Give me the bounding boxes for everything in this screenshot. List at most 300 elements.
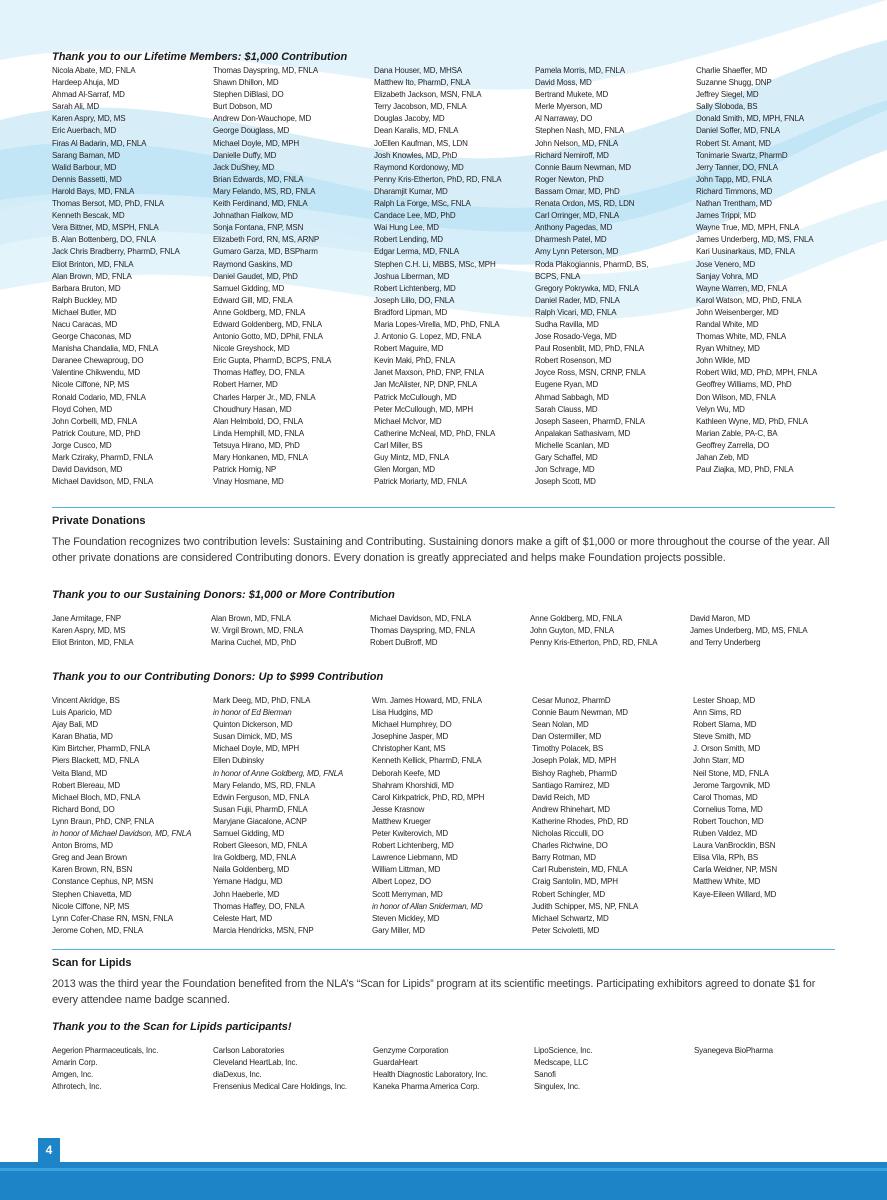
lifetime-member-name: Robert Lichtenberg, MD: [374, 283, 456, 293]
footer-stripe: [0, 1168, 887, 1171]
lifetime-member-name: Eric Gupta, PharmD, BCPS, FNLA: [213, 356, 332, 366]
lifetime-member-name: Douglas Jacoby, MD: [374, 114, 445, 124]
lifetime-member-name: Jose Venero, MD: [696, 259, 756, 269]
lifetime-member-name: Renata Ordon, MS, RD, LDN: [535, 199, 635, 209]
contributing-donor-name: Robert Touchon, MD: [693, 816, 764, 826]
lifetime-member-name: Bradford Lipman, MD: [374, 307, 448, 317]
lifetime-members-heading: Thank you to our Lifetime Members: $1,000 Contribution: [52, 51, 348, 63]
lifetime-member-name: Ralph Buckley, MD: [52, 295, 117, 305]
lifetime-member-name: Robert Maguire, MD: [374, 344, 444, 354]
lifetime-member-name: Joseph Scott, MD: [535, 477, 596, 487]
lifetime-member-name: Richard Timmons, MD: [696, 186, 773, 196]
lifetime-member-column: [52, 65, 213, 488]
lifetime-member-name: BCPS, FNLA: [535, 271, 581, 281]
lifetime-member-name: Jack DuShey, MD: [213, 162, 275, 172]
lifetime-member-name: Charles Harper Jr., MD, FNLA: [213, 392, 316, 402]
participant-name: Kaneka Pharma America Corp.: [373, 1082, 480, 1092]
sustaining-donor-column: [211, 613, 370, 649]
sustaining-donor-name: Marina Cuchel, MD, PhD: [211, 638, 297, 648]
lifetime-member-name: Sally Sloboda, BS: [696, 102, 758, 112]
lifetime-member-name: David Davidson, MD: [52, 465, 123, 475]
contributing-donor-name: Veita Bland, MD: [52, 768, 108, 778]
participant-column: [373, 1045, 534, 1093]
lifetime-member-name: George Douglass, MD: [213, 126, 290, 136]
sustaining-donors-section: [52, 589, 842, 649]
lifetime-member-name: Josh Knowles, MD, PhD: [374, 150, 458, 160]
lifetime-member-name: Dennis Bassetti, MD: [52, 174, 122, 184]
lifetime-member-name: Daniel Rader, MD, FNLA: [535, 295, 620, 305]
lifetime-member-name: Edward Goldenberg, MD, FNLA: [213, 319, 322, 329]
lifetime-member-name: Elizabeth Jackson, MSN, FNLA: [374, 90, 482, 100]
participant-name: Genzyme Corporation: [373, 1046, 449, 1055]
lifetime-member-name: Nicola Abate, MD, FNLA: [52, 66, 136, 75]
contributing-donor-name: Ruben Valdez, MD: [693, 829, 758, 839]
lifetime-member-name: Gregory Pokrywka, MD, FNLA: [535, 283, 639, 293]
scan-for-lipids-section: [52, 957, 842, 1008]
lifetime-member-column: [213, 65, 374, 488]
contributing-donor-name: Kaye-Eileen Willard, MD: [693, 889, 777, 899]
contributing-donor-name: Celeste Hart, MD: [213, 913, 272, 923]
lifetime-member-name: Paul Ziajka, MD, PhD, FNLA: [696, 465, 794, 475]
lifetime-member-name: Robert St. Amant, MD: [696, 138, 771, 148]
contributing-donor-name: Connie Baum Newman, MD: [532, 708, 628, 718]
contributing-donor-name: Wm. James Howard, MD, FNLA: [372, 696, 482, 705]
contributing-donor-name: Greg and Jean Brown: [52, 853, 127, 863]
contributing-donor-name: J. Orson Smith, MD: [693, 744, 761, 754]
sustaining-donor-name: Alan Brown, MD, FNLA: [211, 614, 291, 623]
lifetime-member-name: Merle Myerson, MD: [535, 102, 603, 112]
lifetime-member-name: Sarang Baman, MD: [52, 150, 120, 160]
lifetime-member-name: Jan McAlister, NP, DNP, FNLA: [374, 380, 478, 390]
sustaining-donor-name: John Guyton, MD, FNLA: [530, 626, 614, 636]
sustaining-donor-name: and Terry Underberg: [690, 638, 761, 648]
contributing-donor-name: Josephine Jasper, MD: [372, 732, 449, 742]
contributing-donor-name: Jesse Krasnow: [372, 804, 425, 814]
lifetime-member-name: Burt Dobson, MD: [213, 102, 273, 112]
contributing-donor-name: Judith Schipper, MS, NP, FNLA: [532, 901, 639, 911]
lifetime-member-name: Guy Mintz, MD, FNLA: [374, 453, 449, 462]
contributing-donor-name: Jerome Cohen, MD, FNLA: [52, 925, 143, 935]
lifetime-member-name: Randal White, MD: [696, 319, 759, 329]
lifetime-member-name: Keith Ferdinand, MD, FNLA: [213, 199, 308, 209]
lifetime-member-name: Andrew Don-Wauchope, MD: [213, 114, 312, 124]
contributing-donor-name: Gary Miller, MD: [372, 925, 425, 935]
contributing-donor-name: Steven Mickley, MD: [372, 913, 440, 923]
contributing-donor-name: Lawrence Liebmann, MD: [372, 853, 458, 863]
contributing-donor-name: Lester Shoap, MD: [693, 696, 756, 705]
participant-name: diaDexus, Inc.: [213, 1070, 262, 1080]
participant-name: GuardaHeart: [373, 1058, 418, 1068]
contributing-donor-name: in honor of Anne Goldberg, MD, FNLA: [213, 768, 344, 778]
lifetime-member-name: Vera Bittner, MD, MSPH, FNLA: [52, 223, 159, 233]
lifetime-member-name: Joshua Liberman, MD: [374, 271, 450, 281]
lifetime-member-name: Thomas Dayspring, MD, FNLA: [213, 66, 319, 75]
lifetime-member-name: Harold Bays, MD, FNLA: [52, 186, 135, 196]
contributing-donor-column: [213, 695, 372, 937]
contributing-donor-name: John Starr, MD: [693, 756, 745, 766]
participant-name: Medscape, LLC: [534, 1058, 589, 1068]
lifetime-member-name: Peter McCullough, MD, MPH: [374, 404, 473, 414]
participant-name: Syanegeva BioPharma: [694, 1046, 773, 1055]
contributing-donor-column: [532, 695, 693, 937]
contributing-donor-name: Luis Aparicio, MD: [52, 708, 112, 718]
lifetime-member-name: Nathan Trentham, MD: [696, 199, 772, 209]
lifetime-member-name: Jack Chris Bradberry, PharmD, FNLA: [52, 247, 180, 257]
contributing-donor-name: Robert Lichtenberg, MD: [372, 841, 454, 851]
participant-name: Singulex, Inc.: [534, 1082, 580, 1092]
contributing-donor-name: Mary Felando, MS, RD, FNLA: [213, 780, 316, 790]
lifetime-member-name: Maria Lopes-Virella, MD, PhD, FNLA: [374, 319, 500, 329]
private-donations-text: The Foundation recognizes two contribution levels: Sustaining and Contributing. Sustaining donors make a gift of $1,000 or more throughout the course of the year. All other private donations are considered Contributing donors. Every donation is greatly appreciated and helps make Foundation projects possible.: [52, 536, 830, 564]
sustaining-donor-name: Jane Armitage, FNP: [52, 614, 121, 623]
contributing-donor-name: Carla Weidner, NP, MSN: [693, 865, 777, 875]
contributing-donor-name: Robert Schingler, MD: [532, 889, 606, 899]
lifetime-member-name: Raymond Kordonowy, MD: [374, 162, 464, 172]
lifetime-member-name: George Chaconas, MD: [52, 332, 131, 342]
lifetime-member-name: Jose Rosado-Vega, MD: [535, 332, 617, 342]
contributing-donor-name: Carol Kirkpatrick, PhD, RD, MPH: [372, 792, 485, 802]
participant-column: [213, 1045, 373, 1093]
contributing-donor-name: Michael Schwartz, MD: [532, 913, 609, 923]
contributing-donor-name: Laura VanBrocklin, BSN: [693, 841, 776, 851]
lifetime-member-name: James Trippi, MD: [696, 211, 756, 221]
lifetime-member-name: Eliot Brinton, MD, FNLA: [52, 259, 134, 269]
participant-column: [694, 1045, 842, 1093]
lifetime-member-name: Connie Baum Newman, MD: [535, 162, 631, 172]
sustaining-donors-list: [52, 613, 842, 649]
lifetime-member-name: Raymond Gaskins, MD: [213, 259, 293, 269]
participant-column: [534, 1045, 694, 1093]
lifetime-member-name: Choudhury Hasan, MD: [213, 404, 292, 414]
lifetime-member-name: Barbara Bruton, MD: [52, 283, 121, 293]
contributing-donor-name: Shahram Khorshidi, MD: [372, 780, 454, 790]
lifetime-members-section: [52, 51, 842, 488]
lifetime-member-name: Anthony Pagedas, MD: [535, 223, 613, 233]
lifetime-member-name: Kari Uusinarkaus, MD, FNLA: [696, 247, 795, 257]
participant-name: Health Diagnostic Laboratory, Inc.: [373, 1070, 488, 1080]
contributing-donor-name: Craig Santolin, MD, MPH: [532, 877, 618, 887]
lifetime-member-name: Velyn Wu, MD: [696, 404, 745, 414]
lifetime-member-name: Valentine Chikwendu, MD: [52, 368, 141, 378]
contributing-donor-name: Susan Dimick, MD, MS: [213, 732, 293, 742]
contributing-donor-name: Lynn Cofer-Chase RN, MSN, FNLA: [52, 913, 174, 923]
contributing-donor-name: Yemane Hadgu, MD: [213, 877, 283, 887]
contributing-donor-name: Carl Rubenstein, MD, FNLA: [532, 865, 628, 875]
contributing-donor-name: Ellen Dubinsky: [213, 756, 264, 766]
contributing-donor-name: Susan Fujii, PharmD, FNLA: [213, 804, 308, 814]
lifetime-member-name: Michelle Scanlan, MD: [535, 440, 610, 450]
contributing-donor-name: Matthew White, MD: [693, 877, 761, 887]
lifetime-member-name: John Tapp, MD, FNLA: [696, 174, 772, 184]
lifetime-member-name: J. Antonio G. Lopez, MD, FNLA: [374, 332, 482, 342]
lifetime-member-name: Robert Wild, MD, PhD, MPH, FNLA: [696, 368, 818, 378]
contributing-donor-name: Elisa Vila, RPh, BS: [693, 853, 759, 863]
lifetime-member-name: Firas Al Badarin, MD, FNLA: [52, 138, 147, 148]
sustaining-donor-name: David Maron, MD: [690, 614, 750, 623]
participant-name: Carlson Laboratories: [213, 1046, 285, 1055]
scan-participants-heading: Thank you to the Scan for Lipids participants!: [52, 1021, 292, 1033]
lifetime-member-name: Karol Watson, MD, PhD, FNLA: [696, 295, 802, 305]
lifetime-member-name: Michael McIvor, MD: [374, 416, 442, 426]
lifetime-member-name: Jeffrey Siegel, MD: [696, 90, 759, 100]
lifetime-member-name: John Weisenberger, MD: [696, 307, 779, 317]
lifetime-member-name: Manisha Chandalia, MD, FNLA: [52, 344, 159, 354]
contributing-donor-name: Karen Brown, RN, BSN: [52, 865, 133, 875]
lifetime-member-name: Ahmad Al-Sarraf, MD: [52, 90, 125, 100]
lifetime-member-name: Bertrand Mukete, MD: [535, 90, 609, 100]
lifetime-member-name: Mark Cziraky, PharmD, FNLA: [52, 453, 153, 462]
lifetime-member-name: Edgar Lerma, MD, FNLA: [374, 247, 459, 257]
contributing-donor-name: Richard Bond, DO: [52, 804, 115, 814]
lifetime-member-name: Robert Lending, MD: [374, 235, 443, 245]
lifetime-member-name: Carl Orringer, MD, FNLA: [535, 211, 620, 221]
lifetime-member-name: Anne Goldberg, MD, FNLA: [213, 307, 306, 317]
lifetime-member-name: Ryan Whitney, MD: [696, 344, 760, 354]
contributing-donor-name: Robert Blereau, MD: [52, 780, 120, 790]
sustaining-donor-name: James Underberg, MD, MS, FNLA: [690, 626, 808, 636]
lifetime-member-name: B. Alan Bottenberg, DO, FNLA: [52, 235, 156, 245]
lifetime-member-name: Amy Lynn Peterson, MD: [535, 247, 619, 257]
lifetime-member-name: Brian Edwards, MD, FNLA: [213, 174, 304, 184]
lifetime-member-name: Richard Nemiroff, MD: [535, 150, 609, 160]
contributing-donor-name: Steve Smith, MD: [693, 732, 751, 742]
participant-name: Amgen, Inc.: [52, 1070, 94, 1080]
scan-for-lipids-heading: Scan for Lipids: [52, 957, 132, 969]
sustaining-donor-name: Eliot Brinton, MD, FNLA: [52, 638, 134, 648]
participant-name: Sanofi: [534, 1070, 556, 1080]
lifetime-member-name: Sanjay Vohra, MD: [696, 271, 759, 281]
lifetime-member-name: Pamela Morris, MD, FNLA: [535, 66, 625, 75]
contributing-donor-name: Joseph Polak, MD, MPH: [532, 756, 616, 766]
contributing-donor-name: Christopher Kant, MS: [372, 744, 446, 754]
lifetime-member-name: Joyce Ross, MSN, CRNP, FNLA: [535, 368, 646, 378]
contributing-donor-name: Timothy Polacek, BS: [532, 744, 604, 754]
lifetime-member-name: Nicole Greyshock, MD: [213, 344, 290, 354]
lifetime-member-name: Anpalakan Sathasivam, MD: [535, 428, 631, 438]
contributing-donor-name: Edwin Ferguson, MD, FNLA: [213, 792, 309, 802]
contributing-donor-name: Robert Gleeson, MD, FNLA: [213, 841, 308, 851]
lifetime-member-name: Wayne Warren, MD, FNLA: [696, 283, 788, 293]
contributing-donor-name: Nicole Ciffone, NP, MS: [52, 901, 130, 911]
contributing-donor-name: in honor of Allan Sniderman, MD: [372, 901, 483, 911]
lifetime-member-name: Linda Hemphill, MD, FNLA: [213, 428, 305, 438]
lifetime-member-name: Penny Kris-Etherton, PhD, RD, FNLA: [374, 174, 502, 184]
contributing-donor-name: Marcia Hendricks, MSN, FNP: [213, 925, 314, 935]
contributing-donor-name: Vincent Akridge, BS: [52, 696, 120, 705]
sustaining-donor-name: Thomas Dayspring, MD, FNLA: [370, 626, 476, 636]
lifetime-member-name: Karen Aspry, MD, MS: [52, 114, 126, 124]
participant-name: Amarin Corp.: [52, 1058, 98, 1068]
lifetime-member-name: Thomas Bersot, MD, PhD, FNLA: [52, 199, 164, 209]
lifetime-member-name: Ralph La Forge, MSc, FNLA: [374, 199, 471, 209]
lifetime-member-name: Jahan Zeb, MD: [696, 453, 749, 462]
lifetime-member-name: Thomas Haffey, DO, FNLA: [213, 368, 305, 378]
lifetime-member-name: Candace Lee, MD, PhD: [374, 211, 456, 221]
page-number: 4: [38, 1138, 60, 1162]
contributing-donor-name: in honor of Michael Davidson, MD, FNLA: [52, 829, 192, 839]
lifetime-member-name: Kenneth Bescak, MD: [52, 211, 125, 221]
lifetime-member-name: Joseph Lillo, DO, FNLA: [374, 295, 455, 305]
lifetime-member-name: Michael Doyle, MD, MPH: [213, 138, 300, 148]
contributing-donor-name: Charles Richwine, DO: [532, 841, 608, 851]
lifetime-member-name: Daniel Soffer, MD, FNLA: [696, 126, 780, 136]
scan-participants-section: [52, 1021, 842, 1093]
scan-participants-list: [52, 1045, 842, 1093]
sustaining-donor-name: Robert DuBroff, MD: [370, 638, 438, 648]
lifetime-member-name: Samuel Gidding, MD: [213, 283, 285, 293]
lifetime-member-name: Catherine McNeal, MD, PhD, FNLA: [374, 428, 496, 438]
lifetime-member-name: Edward Gill, MD, FNLA: [213, 295, 293, 305]
contributing-donor-name: Santiago Ramirez, MD: [532, 780, 610, 790]
contributing-donor-name: Albert Lopez, DO: [372, 877, 431, 887]
participant-name: Aegerion Pharmaceuticals, Inc.: [52, 1046, 159, 1055]
contributing-donor-name: Samuel Gidding, MD: [213, 829, 285, 839]
lifetime-member-name: Daniel Gaudet, MD, PhD: [213, 271, 298, 281]
contributing-donor-name: Robert Slama, MD: [693, 720, 757, 730]
sustaining-donor-column: [690, 613, 840, 649]
lifetime-member-name: Shawn Dhillon, MD: [213, 78, 279, 88]
lifetime-member-name: Robert Harner, MD: [213, 380, 278, 390]
contributing-donor-name: Cornelius Toma, MD: [693, 804, 763, 814]
contributing-donor-name: Naila Goldenberg, MD: [213, 865, 290, 875]
lifetime-member-name: Wai Hung Lee, MD: [374, 223, 439, 233]
lifetime-member-name: Dharmesh Patel, MD: [535, 235, 607, 245]
lifetime-member-name: Don Wilson, MD, FNLA: [696, 392, 776, 402]
private-donations-section: [52, 515, 842, 566]
scan-for-lipids-text: 2013 was the third year the Foundation benefited from the NLA’s “Scan for Lipids” program at its scientific meetings. Participating exhibitors agreed to donate $1 for every attendee name badge scanned.: [52, 978, 816, 1006]
lifetime-member-name: Glen Morgan, MD: [374, 465, 435, 475]
contributing-donor-name: Scott Merryman, MD: [372, 889, 443, 899]
contributing-donor-name: in honor of Ed Bierman: [213, 708, 292, 718]
lifetime-member-name: Sarah Ali, MD: [52, 102, 99, 112]
lifetime-member-name: Sudha Ravilla, MD: [535, 319, 599, 329]
contributing-donor-name: David Reich, MD: [532, 792, 590, 802]
lifetime-member-name: Hardeep Ahuja, MD: [52, 78, 120, 88]
lifetime-member-name: Matthew Ito, PharmD, FNLA: [374, 78, 471, 88]
lifetime-member-name: Geoffrey Zarrella, DO: [696, 440, 770, 450]
lifetime-member-name: Mary Honkanen, MD, FNLA: [213, 453, 308, 462]
lifetime-member-name: James Underberg, MD, MS, FNLA: [696, 235, 814, 245]
lifetime-member-name: JoEllen Kaufman, MS, LDN: [374, 138, 468, 148]
contributing-donor-name: John Haeberle, MD: [213, 889, 280, 899]
sustaining-donor-name: Anne Goldberg, MD, FNLA: [530, 614, 623, 623]
lifetime-member-name: Stephen DiBlasi, DO: [213, 90, 284, 100]
contributing-donor-name: Carol Thomas, MD: [693, 792, 758, 802]
contributing-donor-name: Quinton Dickerson, MD: [213, 720, 293, 730]
contributing-donor-name: Michael Doyle, MD, MPH: [213, 744, 300, 754]
contributing-donor-name: Ann Sims, RD: [693, 708, 742, 718]
contributing-donor-name: Deborah Keefe, MD: [372, 768, 441, 778]
contributing-donor-name: Peter Kwiterovich, MD: [372, 829, 448, 839]
lifetime-member-name: Eugene Ryan, MD: [535, 380, 599, 390]
lifetime-member-name: Thomas White, MD, FNLA: [696, 332, 787, 342]
contributing-donor-name: Matthew Krueger: [372, 816, 431, 826]
contributing-donor-name: Jerome Targovnik, MD: [693, 780, 770, 790]
lifetime-member-name: David Moss, MD: [535, 78, 592, 88]
lifetime-member-name: Alan Brown, MD, FNLA: [52, 271, 132, 281]
lifetime-member-name: Antonio Gotto, MD, DPhil, FNLA: [213, 332, 323, 342]
lifetime-member-name: Dharamjit Kumar, MD: [374, 186, 448, 196]
section-divider: [52, 507, 835, 508]
participant-name: LipoScience, Inc.: [534, 1046, 593, 1055]
lifetime-member-name: John Corbelli, MD, FNLA: [52, 416, 138, 426]
lifetime-member-name: Walid Barbour, MD: [52, 162, 117, 172]
contributing-donor-name: Karan Bhatia, MD: [52, 732, 113, 742]
contributing-donor-name: Stephen Chiavetta, MD: [52, 889, 132, 899]
lifetime-member-name: Michael Davidson, MD, FNLA: [52, 477, 154, 487]
lifetime-member-name: Nicole Ciffone, NP, MS: [52, 380, 130, 390]
lifetime-member-name: Stephen Nash, MD, FNLA: [535, 126, 625, 136]
contributing-donor-name: Dan Ostermiller, MD: [532, 732, 602, 742]
lifetime-member-name: Michael Butler, MD: [52, 307, 117, 317]
contributing-donor-name: Michael Humphrey, DO: [372, 720, 452, 730]
lifetime-member-name: Roda Plakogiannis, PharmD, BS,: [535, 259, 649, 269]
private-donations-heading: Private Donations: [52, 515, 146, 527]
contributing-donor-name: Michael Bloch, MD, FNLA: [52, 792, 141, 802]
sustaining-donor-name: Karen Aspry, MD, MS: [52, 626, 126, 636]
section-divider: [52, 949, 835, 950]
contributing-donor-name: Ajay Bali, MD: [52, 720, 99, 730]
lifetime-member-name: Ahmad Sabbagh, MD: [535, 392, 609, 402]
lifetime-member-name: Daranee Chewaproug, DO: [52, 356, 144, 366]
lifetime-member-name: Bassam Omar, MD, PhD: [535, 186, 620, 196]
lifetime-member-name: Roger Newton, PhD: [535, 174, 604, 184]
lifetime-member-name: Floyd Cohen, MD: [52, 404, 112, 414]
lifetime-member-name: Jon Schrage, MD: [535, 465, 595, 475]
lifetime-member-name: Carl Miller, BS: [374, 440, 423, 450]
lifetime-member-name: Elizabeth Ford, RN, MS, ARNP: [213, 235, 320, 245]
contributing-donor-column: [372, 695, 532, 937]
lifetime-member-name: Geoffrey Williams, MD, PhD: [696, 380, 792, 390]
lifetime-member-name: Sarah Clauss, MD: [535, 404, 598, 414]
lifetime-members-list: [52, 65, 842, 488]
contributing-donor-name: Anton Broms, MD: [52, 841, 113, 851]
contributing-donor-name: William Littman, MD: [372, 865, 441, 875]
participant-name: Cleveland HeartLab, Inc.: [213, 1058, 298, 1068]
lifetime-member-name: Robert Rosenson, MD: [535, 356, 612, 366]
sustaining-donor-name: Michael Davidson, MD, FNLA: [370, 614, 472, 623]
sustaining-donor-column: [52, 613, 211, 649]
contributing-donor-column: [693, 695, 841, 937]
lifetime-member-column: [535, 65, 696, 488]
lifetime-member-name: Charlie Shaeffer, MD: [696, 66, 768, 75]
lifetime-member-name: Sonja Fontana, FNP, MSN: [213, 223, 304, 233]
lifetime-member-column: [696, 65, 842, 488]
contributing-donor-column: [52, 695, 213, 937]
contributing-donors-section: [52, 671, 842, 937]
lifetime-member-name: Tonimarie Swartz, PharmD: [696, 150, 788, 160]
lifetime-member-name: Gumaro Garza, MD, BSPharm: [213, 247, 318, 257]
participant-column: [52, 1045, 213, 1093]
lifetime-member-name: Al Narraway, DO: [535, 114, 593, 124]
lifetime-member-name: Wayne True, MD, MPH, FNLA: [696, 223, 800, 233]
contributing-donor-name: Andrew Rhinehart, MD: [532, 804, 610, 814]
lifetime-member-name: Paul Rosenblit, MD, PhD, FNLA: [535, 344, 645, 354]
lifetime-member-name: Terry Jacobson, MD, FNLA: [374, 102, 467, 112]
lifetime-member-name: Mary Felando, MS, RD, FNLA: [213, 186, 316, 196]
contributing-donor-name: Nicholas Ricculli, DO: [532, 829, 604, 839]
participant-name: Athrotech, Inc.: [52, 1082, 102, 1092]
lifetime-member-name: Patrick McCullough, MD: [374, 392, 457, 402]
sustaining-donor-column: [530, 613, 690, 649]
lifetime-member-name: Gary Schaffel, MD: [535, 453, 598, 462]
contributing-donor-name: Sean Nolan, MD: [532, 720, 589, 730]
sustaining-donor-name: Penny Kris-Etherton, PhD, RD, FNLA: [530, 638, 658, 648]
contributing-donor-name: Cesar Munoz, PharmD: [532, 696, 611, 705]
contributing-donor-name: Maryjane Giacalone, ACNP: [213, 816, 307, 826]
lifetime-member-name: Donald Smith, MD, MPH, FNLA: [696, 114, 804, 124]
lifetime-member-name: Dean Karalis, MD, FNLA: [374, 126, 459, 136]
